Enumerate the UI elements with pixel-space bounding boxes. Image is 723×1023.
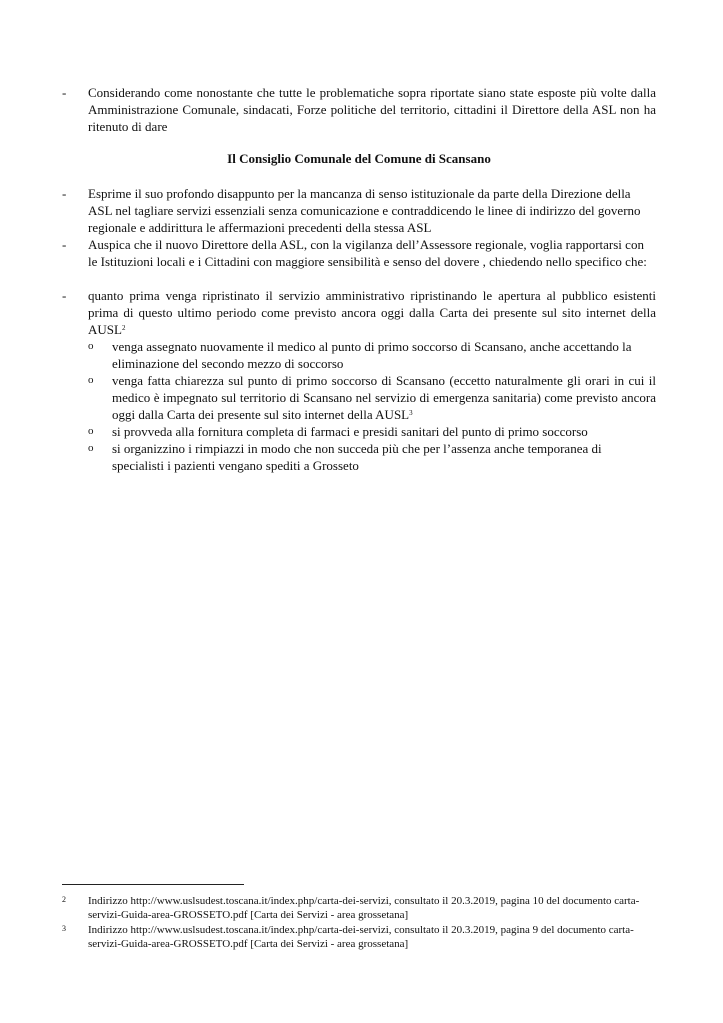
footnote-text: Indirizzo http://www.uslsudest.toscana.it/index.php/carta-dei-servizi, consultato il 20.3.2019, pagina 9 del documento carta-servizi-Guida-area-GROSSETO.pdf [Carta dei Servizi - area grossetana]: [88, 924, 634, 950]
footnote-number: 2: [62, 895, 66, 904]
sub-list-item-text: si provveda alla fornitura completa di farmaci e presidi sanitari del punto di primo soccorso: [112, 424, 588, 439]
list-item-text: Esprime il suo profondo disappunto per la mancanza di senso istituzionale da parte della Direzione della ASL nel tagliare servizi essenziali senza comunicazione e contraddicendo le linee di indirizzo del governo regionale e addirittura le affermazioni precedenti della stessa ASL: [88, 186, 641, 235]
sub-list-item-text-wrapper: [112, 372, 656, 423]
circle-bullet-icon: o: [88, 340, 94, 352]
sub-list-item-text: si organizzino i rimpiazzi in modo che non succeda più che per l’assenza anche temporanea di specialisti i pazienti vengano spediti a Grosseto: [112, 441, 602, 473]
sub-list-item: [88, 372, 656, 423]
sub-list-item-text: venga assegnato nuovamente il medico al punto di primo soccorso di Scansano, anche accettando la eliminazione del secondo mezzo di soccorso: [112, 339, 632, 371]
footnote-reference[interactable]: 2: [121, 324, 126, 332]
sub-list-item: [88, 338, 656, 372]
sub-list-item-text: venga fatta chiarezza sul punto di primo soccorso di Scansano (eccetto naturalmente gli orari in cui il medico è impegnato sul territorio di Scansano nel servizio di emergenza sanitaria) come previsto ancora oggi dalla Carta dei presente sul sito internet della AUSL: [112, 373, 656, 422]
list-dash-marker: -: [62, 237, 67, 252]
footnote: [62, 923, 656, 951]
footnote-text: Indirizzo http://www.uslsudest.toscana.it/index.php/carta-dei-servizi, consultato il 20.3.2019, pagina 10 del documento carta-servizi-Guida-area-GROSSETO.pdf [Carta dei Servizi - area grossetana]: [88, 895, 640, 921]
footnote: [62, 894, 656, 922]
footnote-number: 3: [62, 924, 66, 933]
intro-list-item: [62, 84, 656, 135]
list-dash-marker: -: [62, 186, 67, 201]
list-item: [62, 185, 656, 236]
list-item-text: Auspica che il nuovo Direttore della ASL, con la vigilanza dell’Assessore regionale, voglia rapportarsi con le Istituzioni locali e i Cittadini con maggiore sensibilità e senso del dovere , chiedendo nello specifico che:: [88, 237, 647, 269]
footnote-separator: [62, 884, 244, 885]
list-dash-marker: -: [62, 288, 67, 303]
list-item: [62, 236, 656, 270]
list-dash-marker: -: [62, 85, 67, 100]
circle-bullet-icon: o: [88, 442, 94, 454]
list-item: [62, 287, 656, 338]
circle-bullet-icon: o: [88, 374, 94, 386]
list-item-text: quanto prima venga ripristinato il servizio amministrativo ripristinando le apertura al pubblico esistenti prima di questo ultimo periodo come previsto ancora oggi dalla Carta dei presente sul sito internet della AUSL: [88, 288, 656, 337]
footnote-reference[interactable]: 3: [409, 409, 413, 417]
section-heading: Il Consiglio Comunale del Comune di Scansano: [227, 151, 491, 166]
sub-list-item: [88, 440, 656, 474]
circle-bullet-icon: o: [88, 425, 94, 437]
list-item-text-wrapper: [88, 287, 656, 338]
list-item-text: Considerando come nonostante che tutte le problematiche sopra riportate siano state esposte più volte dalla Amministrazione Comunale, sindacati, Forze politiche del territorio, cittadini il Direttore della ASL non ha ritenuto di dare: [88, 85, 656, 134]
sub-list-item: [88, 423, 656, 440]
